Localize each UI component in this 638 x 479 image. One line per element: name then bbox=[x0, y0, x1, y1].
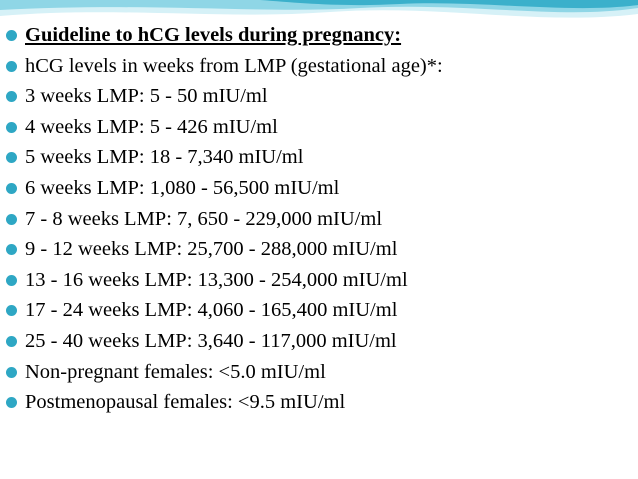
bullet-icon bbox=[6, 336, 17, 347]
bullet-icon bbox=[6, 275, 17, 286]
list-item bbox=[6, 265, 626, 296]
list-item bbox=[6, 357, 626, 388]
bullet-icon bbox=[6, 61, 17, 72]
list-item-text: 5 weeks LMP: 18 - 7,340 mIU/ml bbox=[25, 146, 304, 169]
list-item bbox=[6, 234, 626, 265]
list-item-text: 13 - 16 weeks LMP: 13,300 - 254,000 mIU/ml bbox=[25, 268, 408, 291]
list-item bbox=[6, 387, 626, 418]
bullet-list bbox=[6, 20, 626, 418]
list-item-subheading bbox=[6, 51, 626, 82]
bullet-icon bbox=[6, 214, 17, 225]
list-item bbox=[6, 112, 626, 143]
slide-subheading: hCG levels in weeks from LMP (gestational age)*: bbox=[25, 54, 443, 77]
list-item bbox=[6, 173, 626, 204]
list-item-text: 17 - 24 weeks LMP: 4,060 - 165,400 mIU/ml bbox=[25, 299, 398, 322]
list-item bbox=[6, 204, 626, 235]
list-item-text: 3 weeks LMP: 5 - 50 mIU/ml bbox=[25, 85, 268, 108]
bullet-icon bbox=[6, 305, 17, 316]
bullet-icon bbox=[6, 244, 17, 255]
list-item-text: 4 weeks LMP: 5 - 426 mIU/ml bbox=[25, 115, 278, 138]
list-item bbox=[6, 142, 626, 173]
list-item-text: 7 - 8 weeks LMP: 7, 650 - 229,000 mIU/ml bbox=[25, 207, 383, 230]
bullet-icon bbox=[6, 397, 17, 408]
bullet-icon bbox=[6, 122, 17, 133]
slide-heading: Guideline to hCG levels during pregnancy: bbox=[25, 24, 402, 46]
list-item bbox=[6, 81, 626, 112]
list-item-heading bbox=[6, 20, 626, 51]
bullet-icon bbox=[6, 91, 17, 102]
list-item-text: Non-pregnant females: <5.0 mIU/ml bbox=[25, 360, 326, 383]
list-item-text: 6 weeks LMP: 1,080 - 56,500 mIU/ml bbox=[25, 176, 340, 199]
list-item bbox=[6, 326, 626, 357]
list-item-text: 9 - 12 weeks LMP: 25,700 - 288,000 mIU/ml bbox=[25, 238, 398, 261]
bullet-icon bbox=[6, 30, 17, 41]
bullet-icon bbox=[6, 183, 17, 194]
list-item bbox=[6, 295, 626, 326]
bullet-icon bbox=[6, 152, 17, 163]
bullet-icon bbox=[6, 367, 17, 378]
list-item-text: Postmenopausal females: <9.5 mIU/ml bbox=[25, 391, 346, 414]
list-item-text: 25 - 40 weeks LMP: 3,640 - 117,000 mIU/ml bbox=[25, 329, 397, 352]
